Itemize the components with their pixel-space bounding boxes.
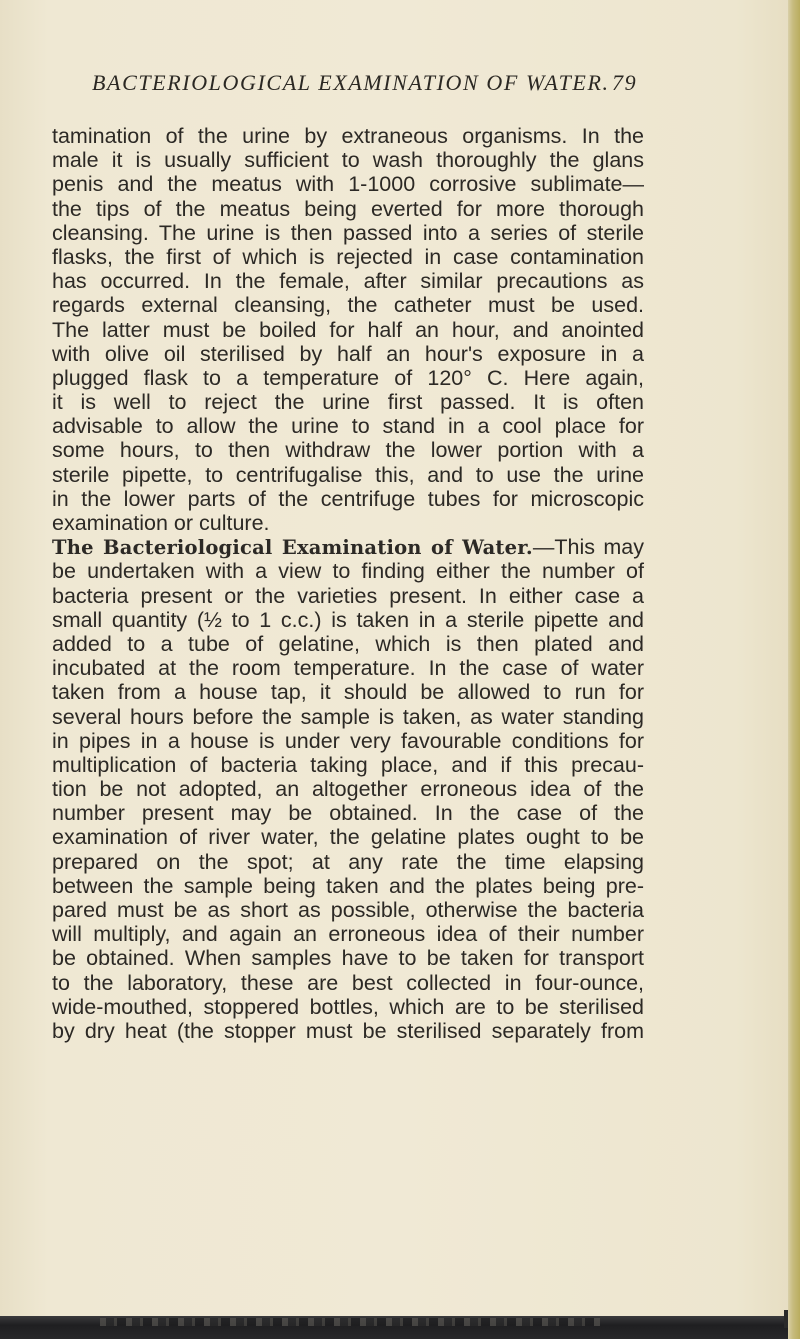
- text-line: wide-mouthed, stoppered bottles, which are to be sterilised: [52, 994, 644, 1019]
- text-line: with olive oil sterilised by half an hour's exposure in a: [52, 341, 644, 366]
- text-line: to the laboratory, these are best collected in four-ounce,: [52, 970, 644, 995]
- text-line: by dry heat (the stopper must be sterilised separately from: [52, 1018, 644, 1043]
- running-title: BACTERIOLOGICAL EXAMINATION OF WATER.: [92, 70, 610, 95]
- text-line: cleansing. The urine is then passed into a series of sterile: [52, 220, 644, 245]
- text-line: examination or culture.: [52, 511, 270, 535]
- text-line: between the sample being taken and the plates being pre-: [52, 873, 644, 898]
- text-line: multiplication of bacteria taking place, and if this precau-: [52, 752, 644, 777]
- text-line: plugged flask to a temperature of 120° C. Here again,: [52, 365, 644, 390]
- section-first-line-text: —This may: [532, 535, 644, 560]
- text-line: in pipes in a house is under very favourable conditions for: [52, 728, 644, 753]
- section-heading: The Bacteriological Examination of Water.: [52, 536, 533, 560]
- text-line: penis and the meatus with 1-1000 corrosive sublimate—: [52, 172, 644, 197]
- text-line: pared must be as short as possible, otherwise the bacteria: [52, 898, 644, 922]
- text-line: prepared on the spot; at any rate the time elapsing: [52, 849, 644, 874]
- text-line: advisable to allow the urine to stand in a cool place for: [52, 414, 644, 439]
- text-line: number present may be obtained. In the case of the: [52, 801, 644, 826]
- text-line: The latter must be boiled for half an hour, and anointed: [52, 317, 644, 342]
- scan-corner-mark: [784, 1310, 788, 1328]
- scan-bottom-edge: [0, 1316, 788, 1339]
- text-line: some hours, to then withdraw the lower portion with a: [52, 438, 644, 463]
- page-edge: [788, 0, 800, 1339]
- text-line: small quantity (½ to 1 c.c.) is taken in a sterile pipette and: [52, 607, 644, 632]
- text-line: in the lower parts of the centrifuge tubes for microscopic: [52, 486, 644, 511]
- text-line: regards external cleansing, the catheter must be used.: [52, 293, 644, 318]
- section-first-line: [52, 535, 644, 559]
- text-line: sterile pipette, to centrifugalise this, and to use the urine: [52, 462, 644, 487]
- text-line: flasks, the first of which is rejected in case contamination: [52, 244, 644, 269]
- text-line: the tips of the meatus being everted for more thorough: [52, 196, 644, 221]
- text-line: it is well to reject the urine first passed. It is often: [52, 390, 644, 415]
- text-line: several hours before the sample is taken, as water standing: [52, 704, 644, 729]
- text-line: male it is usually sufficient to wash thoroughly the glans: [52, 148, 644, 173]
- text-line: taken from a house tap, it should be allowed to run for: [52, 680, 644, 705]
- page-number: 79: [612, 70, 638, 95]
- text-line: tion be not adopted, an altogether erroneous idea of the: [52, 777, 644, 802]
- text-line: will multiply, and again an erroneous idea of their number: [52, 922, 644, 947]
- text-line: examination of river water, the gelatine plates ought to be: [52, 825, 644, 850]
- scan-artifact: [100, 1318, 600, 1326]
- text-line: has occurred. In the female, after similar precautions as: [52, 269, 644, 294]
- body-text: [52, 124, 644, 1043]
- text-line: added to a tube of gelatine, which is then plated and: [52, 631, 644, 656]
- text-line: be obtained. When samples have to be taken for transport: [52, 946, 644, 971]
- text-line: bacteria present or the varieties present. In either case a: [52, 583, 644, 608]
- text-line: incubated at the room temperature. In the case of water: [52, 656, 644, 681]
- running-head: [92, 70, 638, 104]
- text-line: be undertaken with a view to finding either the number of: [52, 559, 644, 584]
- text-line: tamination of the urine by extraneous organisms. In the: [52, 124, 644, 148]
